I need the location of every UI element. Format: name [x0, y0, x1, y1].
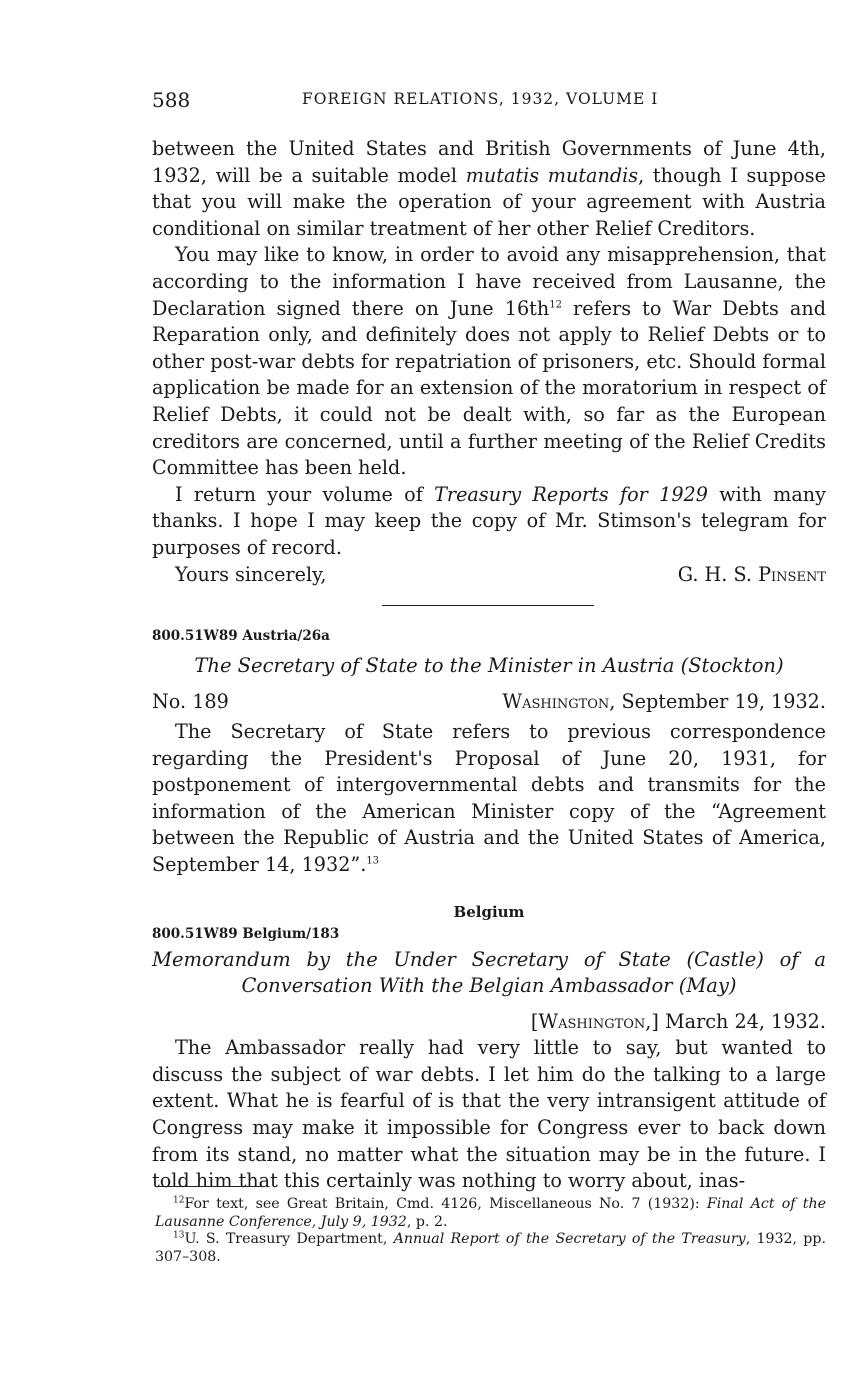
signature: G. H. S. Pinsent: [677, 562, 826, 586]
footnote-13: $^{13}$U. S. Treasury Department, Annual Report of the Secretary of the Treasury, 1932, pp. 307–308.: [155, 1230, 826, 1265]
dateline: [152, 689, 826, 719]
document-number: No. 189: [152, 690, 229, 714]
paragraph-agreement: The Secretary of State refers to previous correspondence regarding the President's Proposal of June 20, 1931, for postponement of intergovernmental debts and transmits for the information of the American Minister copy of the “Agreement between the Republic of Austria and the United States of America, September 14, 1932”.$^{13}$: [152, 720, 826, 877]
file-number: 800.51W89 Belgium/183: [152, 925, 340, 942]
page-body: [152, 136, 826, 1195]
document-date: Washington, September 19, 1932.: [502, 690, 826, 714]
page-number: 588: [152, 88, 191, 112]
section-heading: Belgium: [453, 902, 525, 921]
footnote-ref-13[interactable]: 13: [366, 855, 380, 867]
footnote-ref-12[interactable]: 12: [549, 299, 562, 311]
paragraph-return-volume: I return your volume of Treasury Reports for 1929 with many thanks. I hope I may keep the copy of Mr. Stimson's telegram for purposes of record.: [152, 482, 826, 559]
memorandum-title: Memorandum by the Under Secretary of State (Castle) of a Conversation With the Belgian Ambassador (May): [152, 947, 826, 997]
footnotes: [155, 1196, 826, 1266]
memorandum-date: [Washington,] March 24, 1932.: [530, 1009, 826, 1033]
footnote-divider: [155, 1186, 261, 1187]
running-title: FOREIGN RELATIONS, 1932, VOLUME I: [302, 90, 659, 108]
paragraph-ambassador: The Ambassador really had very little to say, but wanted to discuss the subject of war debts. I let him do the talking to a large extent. What he is fearful of is that the very intransigent attitude of Congress may make it impossible for Congress ever to back down from its stand, no matter what the situation may be in the future. I told him that this certainly was nothing to worry about, inas-: [152, 1036, 826, 1193]
section-divider: [152, 589, 826, 625]
document-title: The Secretary of State to the Minister in Austria (Stockton): [194, 653, 784, 677]
page-header: [152, 88, 826, 112]
salutation: Yours sincerely,: [175, 562, 327, 586]
paragraph-continuation: between the United States and British Governments of June 4th, 1932, will be a suitable model mutatis mutandis, though I suppose that you will make the operation of your agreement with Austria conditional on similar treatment of her other Relief Creditors.: [152, 137, 826, 240]
letter-closing: [152, 562, 826, 589]
file-number: 800.51W89 Austria/26a: [152, 627, 330, 644]
paragraph-lausanne: You may like to know, in order to avoid any misapprehension, that according to the information I have received from Lausanne, the Declaration signed there on June $16th^{12}$ refers to War Debts and Reparation only, and definitely does not apply to Relief Debts or to other post-war debts for repatriation of prisoners, etc. Should formal application be made for an extension of the moratorium in respect of Relief Debts, it could not be dealt with, so far as the European creditors are concerned, until a further meeting of the Relief Credits Committee has been held.: [152, 243, 826, 480]
footnote-12: $^{12}$For text, see Great Britain, Cmd. 4126, Miscellaneous No. 7 (1932): Final Act of the Lausanne Conference, July 9, 1932, p. 2.: [155, 1195, 826, 1230]
